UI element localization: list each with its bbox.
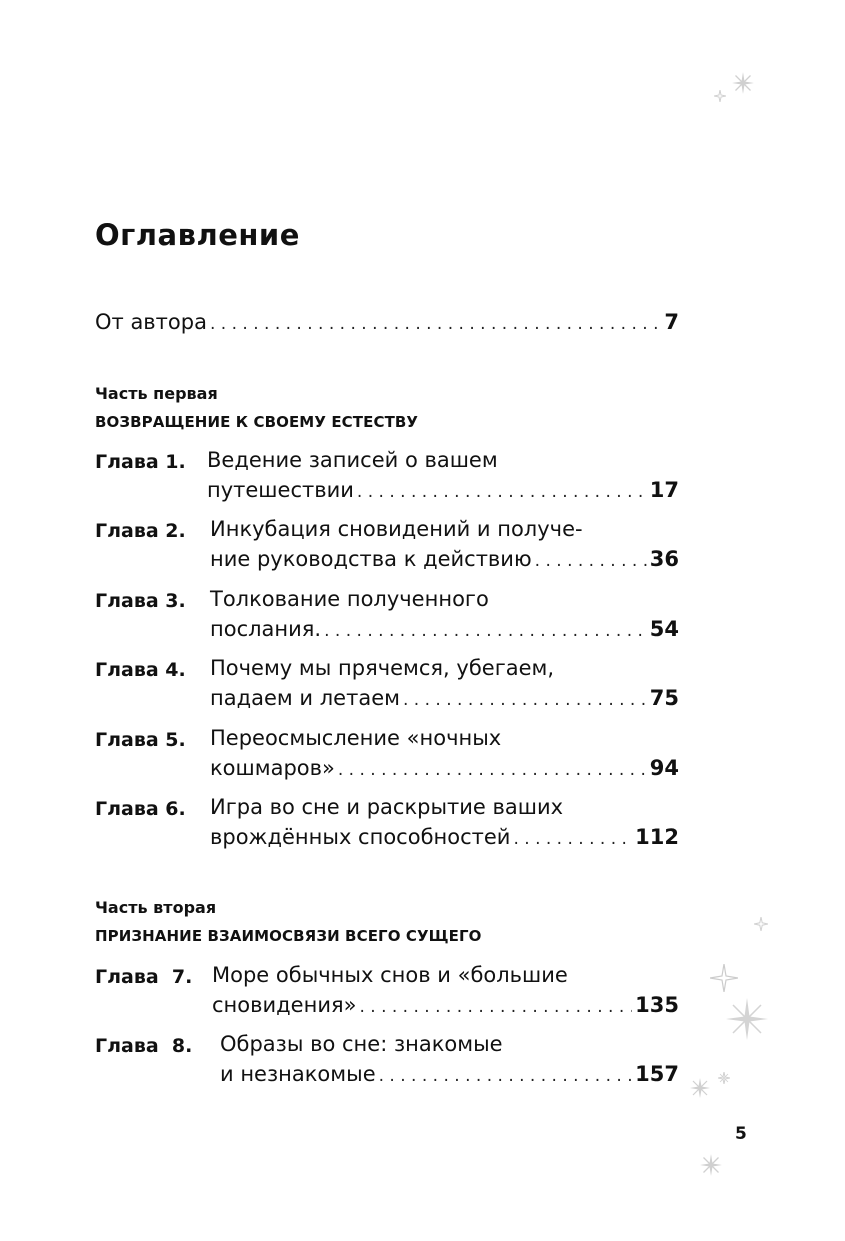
chapter-label: Глава 2.: [95, 520, 186, 542]
sparkle-icon: [726, 998, 768, 1040]
chapter-title-line: сновидения»: [212, 993, 357, 1017]
sparkle-icon: [700, 1154, 722, 1176]
toc-entry-page: 75: [649, 686, 679, 710]
toc-entry-intro[interactable]: [95, 310, 679, 334]
chapter-title-line: ние руководства к действию: [210, 547, 532, 571]
toc-entry-page: 112: [635, 825, 679, 849]
toc-entry-chapter-7[interactable]: [212, 993, 679, 1017]
toc-entry-page: 94: [649, 756, 679, 780]
page-title: Оглавление: [95, 218, 300, 252]
chapter-title-line[interactable]: Почему мы прячемся, убегаем,: [210, 656, 555, 680]
toc-entry-chapter-4[interactable]: [210, 686, 679, 710]
toc-entry-chapter-2[interactable]: [210, 547, 679, 571]
chapter-title-line: путешествии: [207, 478, 354, 502]
chapter-title-line[interactable]: Образы во сне: знакомые: [220, 1032, 503, 1056]
toc-entry-chapter-5[interactable]: [210, 756, 679, 780]
dot-leader: [357, 482, 647, 502]
sparkle-icon: [710, 964, 738, 992]
chapter-title-line[interactable]: Переосмысление «ночных: [210, 726, 502, 750]
part-title: ПРИЗНАНИЕ ВЗАИМОСВЯЗИ ВСЕГО СУЩЕГО: [95, 927, 482, 945]
chapter-label: Глава 6.: [95, 798, 186, 820]
dot-leader: [338, 760, 647, 780]
part-label: Часть вторая: [95, 898, 217, 917]
dot-leader: [210, 314, 661, 334]
toc-entry-page: 157: [635, 1062, 679, 1086]
chapter-title-line[interactable]: Игра во сне и раскрытие ваших: [210, 795, 564, 819]
dot-leader: [379, 1066, 633, 1086]
chapter-title-line: врождённых способностей: [210, 825, 511, 849]
dot-leader: [403, 690, 647, 710]
sparkle-icon: [754, 917, 768, 931]
toc-entry-chapter-1[interactable]: [207, 478, 679, 502]
chapter-title-line[interactable]: Море обычных снов и «большие: [212, 963, 568, 987]
sparkle-icon: [732, 72, 754, 94]
sparkle-icon: [718, 1072, 730, 1084]
toc-entry-title: От автора: [95, 310, 207, 334]
chapter-label: Глава 3.: [95, 590, 186, 612]
dot-leader: [535, 551, 647, 571]
toc-entry-chapter-6[interactable]: [210, 825, 679, 849]
chapter-label: Глава 1.: [95, 451, 186, 473]
toc-entry-page: 54: [649, 617, 679, 641]
chapter-label: Глава 5.: [95, 729, 186, 751]
dot-leader: [513, 829, 632, 849]
toc-entry-page: 7: [664, 310, 679, 334]
toc-entry-chapter-3[interactable]: [210, 617, 679, 641]
chapter-label: Глава 8.: [95, 1035, 193, 1057]
chapter-title-line: кошмаров»: [210, 756, 335, 780]
chapter-title-line: послания.: [210, 617, 322, 641]
sparkle-icon: [690, 1078, 710, 1098]
chapter-title-line[interactable]: Толкование полученного: [210, 587, 489, 611]
chapter-title-line[interactable]: Ведение записей о вашем: [207, 448, 498, 472]
chapter-title-line: и незнакомые: [220, 1062, 376, 1086]
chapter-label: Глава 7.: [95, 966, 193, 988]
part-label: Часть первая: [95, 384, 218, 403]
chapter-title-line[interactable]: Инкубация сновидений и получе-: [210, 517, 583, 541]
toc-entry-page: 36: [649, 547, 679, 571]
dot-leader: [359, 997, 632, 1017]
sparkle-icon: [714, 90, 726, 102]
dot-leader: [324, 621, 647, 641]
toc-entry-chapter-8[interactable]: [220, 1062, 679, 1086]
chapter-title-line: падаем и летаем: [210, 686, 400, 710]
page-number: 5: [735, 1124, 747, 1144]
part-title: ВОЗВРАЩЕНИЕ К СВОЕМУ ЕСТЕСТВУ: [95, 413, 419, 431]
toc-entry-page: 17: [649, 478, 679, 502]
toc-entry-page: 135: [635, 993, 679, 1017]
chapter-label: Глава 4.: [95, 659, 186, 681]
